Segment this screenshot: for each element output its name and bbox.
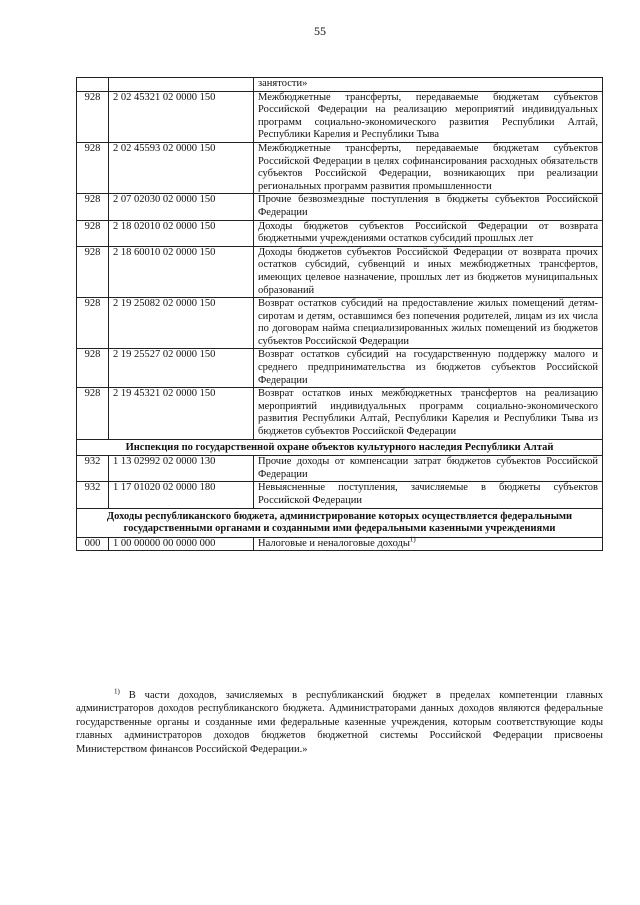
- footnote: [76, 689, 603, 756]
- revenue-name-cell: [254, 482, 603, 508]
- table-row: [77, 142, 603, 193]
- revenue-name-text: Возврат остатков субсидий на предоставление жилых помещений детям-сиротам и детям, оставшимся без попечения родителей, лицам из их числа по договорам найма специализированных жилых помещений из бюджетов субъектов Российской Федерации: [258, 298, 598, 347]
- admin-code-cell: 932: [77, 456, 109, 482]
- admin-code-cell: 928: [77, 91, 109, 142]
- budget-code-cell: 2 19 25527 02 0000 150: [109, 349, 254, 388]
- admin-code-cell: [77, 78, 109, 92]
- page-number: 55: [314, 24, 326, 38]
- revenue-name-text: Межбюджетные трансферты, передаваемые бюджетам субъектов Российской Федерации на реализацию мероприятий индивидуальных программ социально-экономического развития Республики Алтай, Республики Карелия и Республики Тыва: [258, 91, 598, 141]
- budget-code-cell: 1 00 00000 00 0000 000: [109, 537, 254, 551]
- table-row: [77, 388, 603, 439]
- table-section-header: [77, 439, 603, 456]
- footnote-text: В части доходов, зачисляемых в республиканский бюджет в пределах компетенции главных администраторов доходов республиканского бюджета. Администраторами данных доходов являются федеральные государственные органы и созданные ими федеральные казенные учреждения, которым соответствующие коды главных администраторов доходов бюджетов бюджетной системы Российской Федерации присвоены Министерством финансов Российской Федерации.»: [76, 690, 603, 755]
- table-row: [77, 482, 603, 508]
- budget-code-cell: 2 02 45593 02 0000 150: [109, 142, 254, 193]
- admin-code-cell: 000: [77, 537, 109, 551]
- revenue-name-text: Возврат остатков субсидий на государственную поддержку малого и среднего предпринимательства из бюджетов субъектов Российской Федерации: [258, 349, 598, 386]
- budget-code-cell: 1 13 02992 02 0000 130: [109, 456, 254, 482]
- budget-code-cell: 1 17 01020 02 0000 180: [109, 482, 254, 508]
- table-row: [77, 456, 603, 482]
- revenue-name-cell: [254, 142, 603, 193]
- budget-code-cell: 2 18 60010 02 0000 150: [109, 246, 254, 297]
- revenue-name-cell: [254, 78, 603, 92]
- revenue-name-cell: [254, 91, 603, 142]
- budget-code-cell: 2 19 25082 02 0000 150: [109, 298, 254, 349]
- revenue-name-cell: [254, 220, 603, 246]
- budget-code-cell: 2 02 45321 02 0000 150: [109, 91, 254, 142]
- revenue-name-text: Невыясненные поступления, зачисляемые в бюджеты субъектов Российской Федерации: [258, 482, 598, 506]
- admin-code-cell: 928: [77, 349, 109, 388]
- footnote-marker: 1): [114, 687, 120, 696]
- budget-code-cell: 2 07 02030 02 0000 150: [109, 194, 254, 220]
- footnote-paragraph: [76, 689, 603, 756]
- revenue-codes-table: [76, 77, 603, 551]
- revenue-name-cell: [254, 246, 603, 297]
- table-row: [77, 91, 603, 142]
- revenue-name-cell: [254, 349, 603, 388]
- revenue-name-cell: [254, 194, 603, 220]
- admin-code-cell: 928: [77, 388, 109, 439]
- section-title: Доходы республиканского бюджета, администрирование которых осуществляется федеральными государственными органами и созданными ими федеральными казенными учреждениями: [77, 508, 603, 537]
- table-section-header: [77, 508, 603, 537]
- revenue-name-cell: [254, 298, 603, 349]
- revenue-name-cell: [254, 388, 603, 439]
- table-body: [77, 78, 603, 551]
- table-row: [77, 78, 603, 92]
- revenue-name-cell: [254, 456, 603, 482]
- budget-code-cell: [109, 78, 254, 92]
- budget-code-cell: 2 19 45321 02 0000 150: [109, 388, 254, 439]
- revenue-name-text: Возврат остатков иных межбюджетных трансфертов на реализацию мероприятий индивидуальных программ социально-экономического развития Республики Алтай, Республики Карелия и Республики Тыва из бюджетов субъектов Российской Федерации: [258, 388, 598, 438]
- revenue-name-text: Налоговые и неналоговые доходы: [258, 537, 410, 549]
- admin-code-cell: 932: [77, 482, 109, 508]
- revenue-name-text: Доходы бюджетов субъектов Российской Федерации от возврата бюджетными учреждениями остатков субсидий прошлых лет: [258, 220, 598, 245]
- table-row: [77, 246, 603, 297]
- revenue-name-text: Прочие безвозмездные поступления в бюджеты субъектов Российской Федерации: [258, 194, 598, 218]
- admin-code-cell: 928: [77, 246, 109, 297]
- revenue-name-text: Межбюджетные трансферты, передаваемые бюджетам субъектов Российской Федерации в целях софинансирования расходных обязательств субъектов Российской Федерации, возникающих при реализации региональных программ развития промышленности: [258, 142, 598, 192]
- admin-code-cell: 928: [77, 194, 109, 220]
- footnote-reference: 1): [409, 535, 416, 544]
- budget-code-cell: 2 18 02010 02 0000 150: [109, 220, 254, 246]
- table-row: [77, 220, 603, 246]
- admin-code-cell: 928: [77, 142, 109, 193]
- table-row: [77, 194, 603, 220]
- section-title: Инспекция по государственной охране объектов культурного наследия Республики Алтай: [77, 439, 603, 456]
- table-row: [77, 349, 603, 388]
- table-row: [77, 537, 603, 551]
- admin-code-cell: 928: [77, 298, 109, 349]
- revenue-name-cell: [254, 537, 603, 551]
- revenue-name-text: Доходы бюджетов субъектов Российской Федерации от возврата прочих остатков субсидий, субвенций и иных межбюджетных трансфертов, имеющих целевое назначение, прошлых лет из бюджетов муниципальных образований: [258, 246, 598, 296]
- table-row: [77, 298, 603, 349]
- revenue-name-text: занятости»: [258, 78, 308, 89]
- admin-code-cell: 928: [77, 220, 109, 246]
- revenue-name-text: Прочие доходы от компенсации затрат бюджетов субъектов Российской Федерации: [258, 456, 598, 480]
